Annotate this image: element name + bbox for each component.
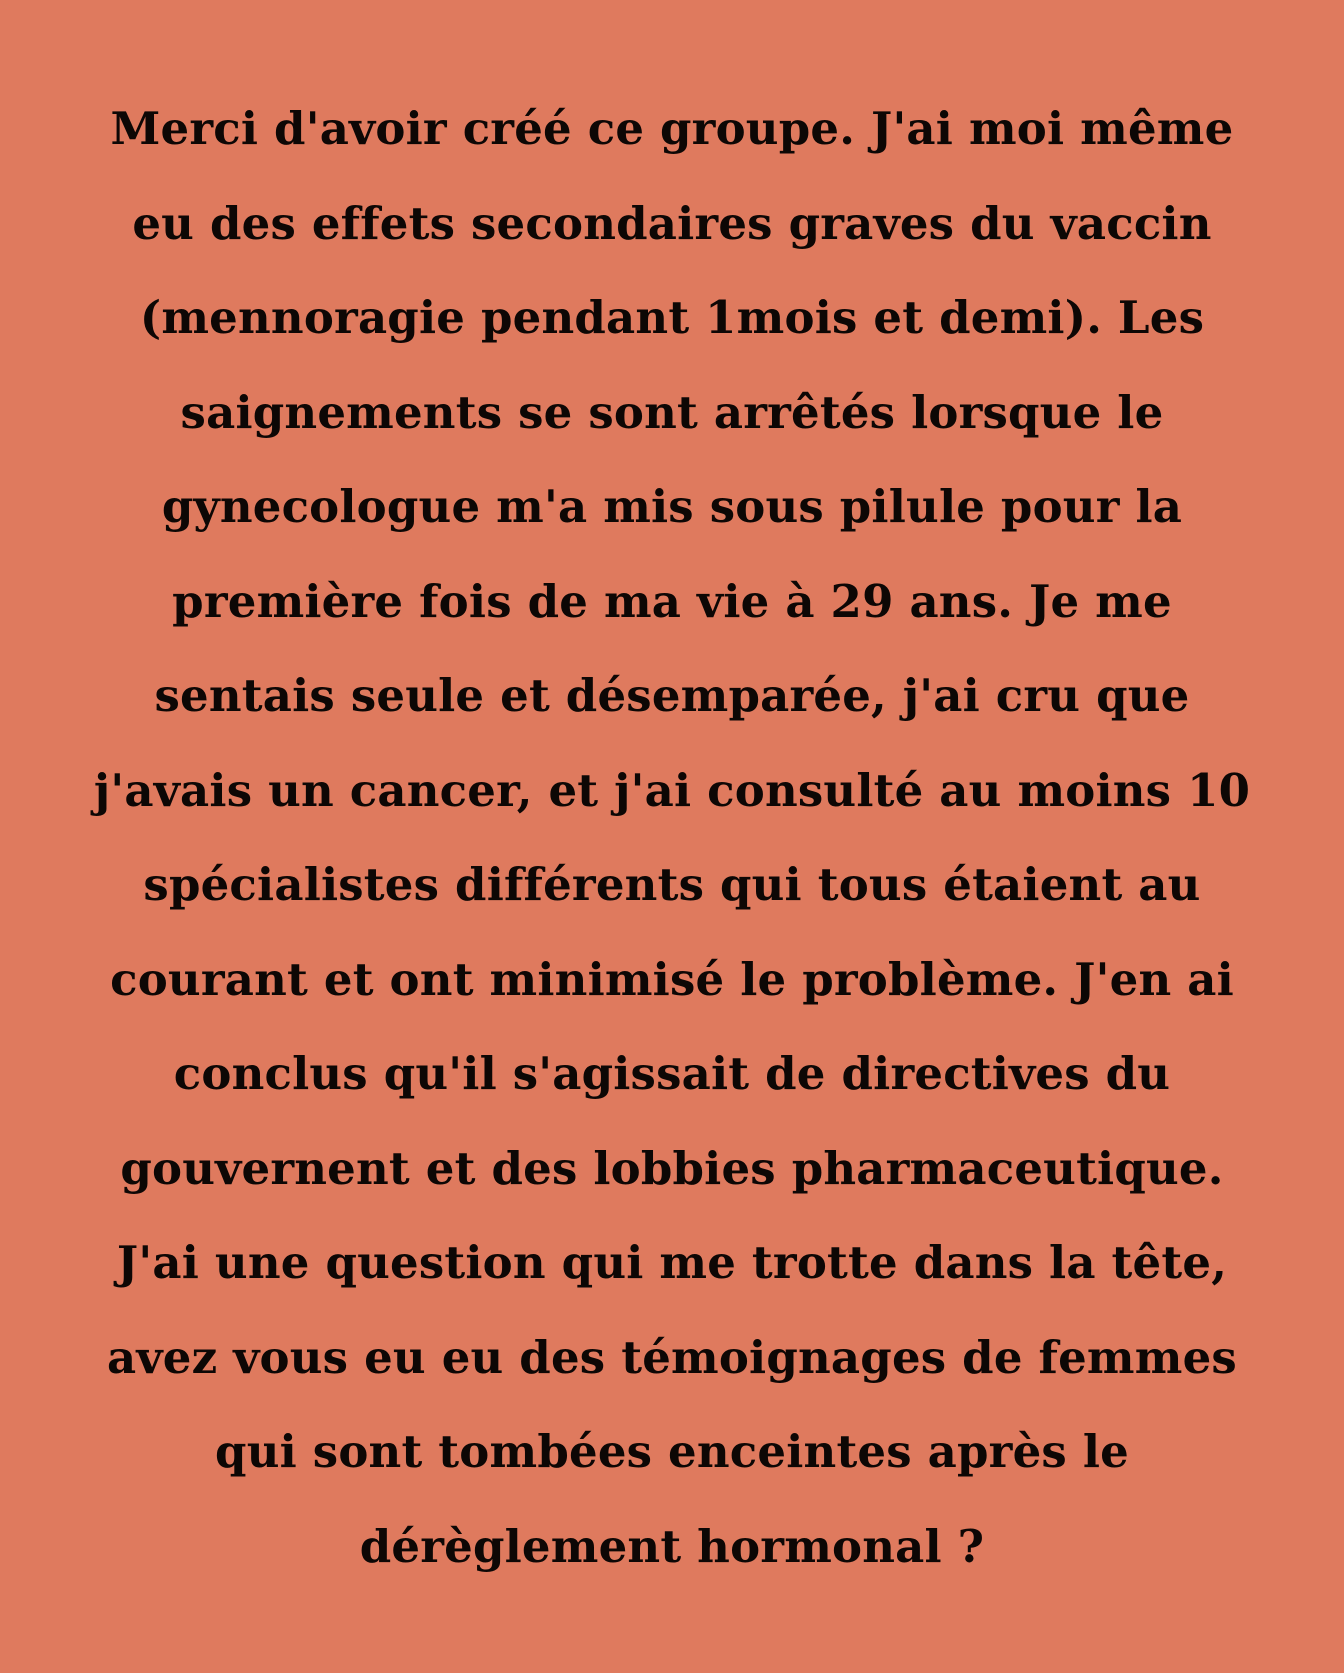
text-line: j'avais un cancer, et j'ai consulté au moins 10 [93, 763, 1251, 817]
text-line: eu des effets secondaires graves du vaccin [132, 196, 1212, 250]
text-line: conclus qu'il s'agissait de directives du [173, 1047, 1171, 1100]
text-line: saignements se sont arrêtés lorsque le [180, 385, 1164, 439]
text-line: première fois de ma vie à 29 ans. Je me [172, 574, 1172, 628]
text-line: gouvernent et des lobbies pharmaceutique. [120, 1141, 1224, 1195]
text-line: spécialistes différents qui tous étaient au [143, 858, 1201, 911]
text-line: gynecologue m'a mis sous pilule pour la [161, 480, 1183, 533]
testimony-text [0, 94, 1344, 1606]
text-line: J'ai une question qui me trotte dans la tête, [116, 1236, 1228, 1289]
text-line: avez vous eu eu des témoignages de femmes [107, 1330, 1237, 1384]
text-line: Merci d'avoir créé ce groupe. J'ai moi même [110, 102, 1234, 155]
text-line: courant et ont minimisé le problème. J'en ai [110, 952, 1234, 1006]
text-line: (mennoragie pendant 1mois et demi). Les [139, 291, 1205, 344]
text-line: sentais seule et désemparée, j'ai cru que [154, 669, 1190, 722]
text-line: qui sont tombées enceintes après le [215, 1425, 1129, 1478]
text-line: dérèglement hormonal ? [359, 1519, 985, 1573]
